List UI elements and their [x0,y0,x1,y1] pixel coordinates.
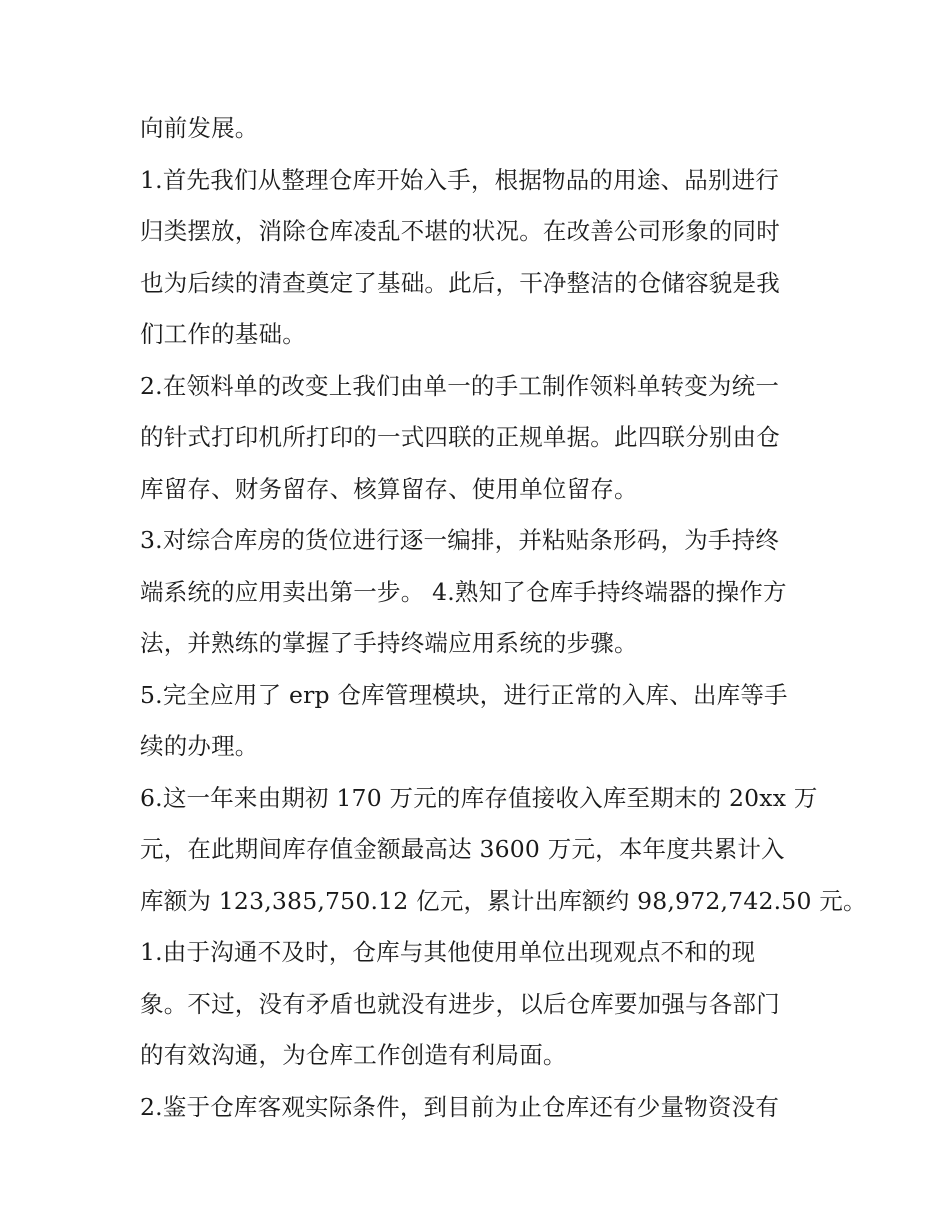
text-line-12: 5.完全应用了 erp 仓库管理模块，进行正常的入库、出库等手 [140,680,788,709]
text-line-7: 的针式打印机所打印的一式四联的正规单据。此四联分别由仓 [140,423,780,451]
text-line-8: 库留存、财务留存、核算留存、使用单位留存。 [140,474,638,503]
text-line-14: 6.这一年来由期初 170 万元的库存值接收入库至期末的 20xx 万 [140,783,818,812]
text-line-5: 们工作的基础。 [140,320,306,348]
text-line-16: 库额为 123,385,750.12 亿元，累计出库额约 98,972,742.50 元。 [140,886,867,915]
text-line-18: 象。不过，没有矛盾也就没有进步，以后仓库要加强与各部门 [140,989,780,1018]
text-line-6: 2.在领料单的改变上我们由单一的手工制作领料单转变为统一 [140,371,780,400]
text-line-2: 1.首先我们从整理仓库开始入手，根据物品的用途、品别进行 [140,165,780,194]
text-line-19: 的有效沟通，为仓库工作创造有利局面。 [140,1041,567,1069]
text-line-3: 归类摆放，消除仓库凌乱不堪的状况。在改善公司形象的同时 [140,217,780,245]
text-line-15: 元，在此期间库存值金额最高达 3600 万元，本年度共累计入 [140,835,785,863]
text-line-20: 2.鉴于仓库客观实际条件，到目前为止仓库还有少量物资没有 [140,1092,780,1121]
text-line-13: 续的办理。 [140,732,259,760]
document-body [140,103,867,1133]
text-line-1: 向前发展。 [140,114,259,142]
text-line-9: 3.对综合库房的货位进行逐一编排，并粘贴条形码，为手持终 [140,526,780,554]
text-line-10: 端系统的应用卖出第一步。 4.熟知了仓库手持终端器的操作方 [140,577,787,606]
text-line-4: 也为后续的清查奠定了基础。此后，干净整洁的仓储容貌是我 [140,268,780,297]
text-line-17: 1.由于沟通不及时，仓库与其他使用单位出现观点不和的现 [140,938,756,966]
text-line-11: 法，并熟练的掌握了手持终端应用系统的步骤。 [140,629,638,657]
